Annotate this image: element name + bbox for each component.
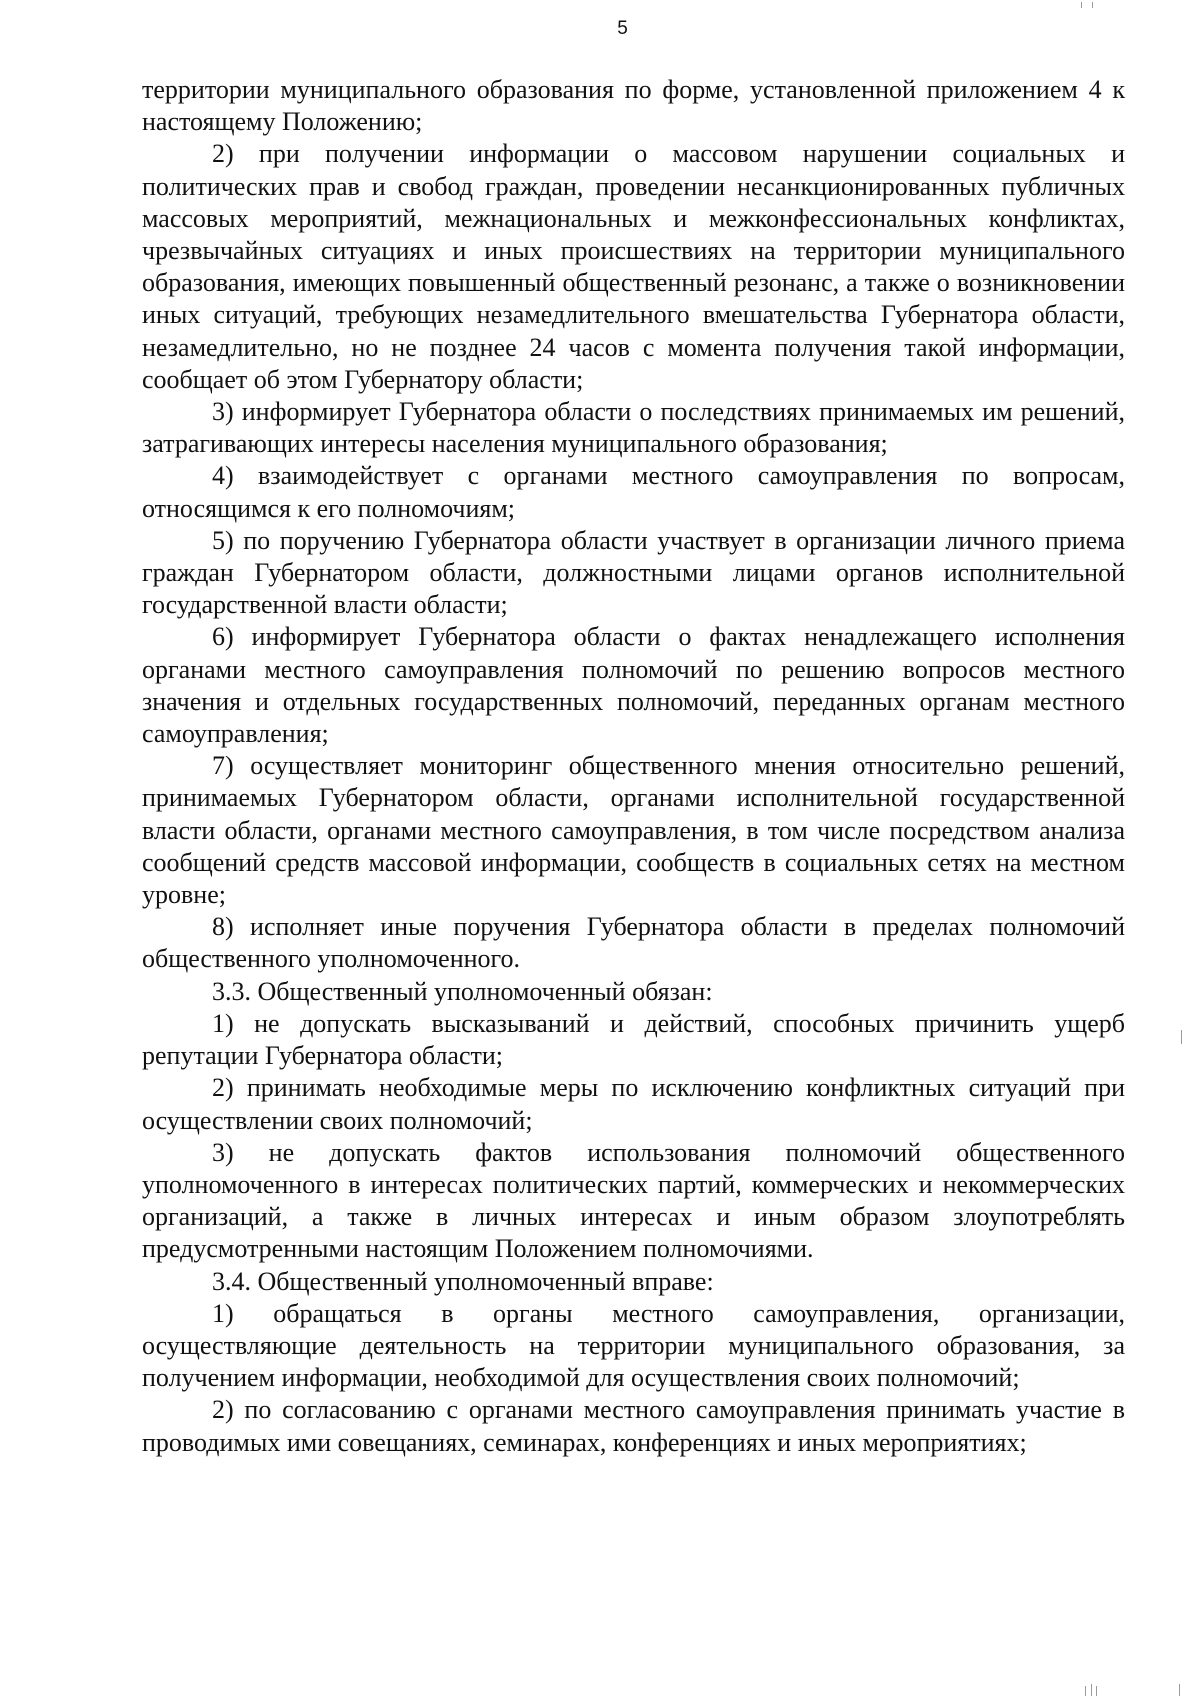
right-item-2: 2) по согласованию с органами местного самоуправления принимать участие в проводимых ими совещаниях, семинарах, конференциях и иных мероприятиях; xyxy=(142,1395,1125,1457)
section-heading-3-4: 3.4. Общественный уполномоченный вправе: xyxy=(212,1266,714,1296)
document-body xyxy=(142,74,1125,1459)
section-heading-3-3: 3.3. Общественный уполномоченный обязан: xyxy=(212,976,713,1006)
duty-item-3: 3) не допускать фактов использования полномочий общественного уполномоченного в интересах политических партий, коммерческих и некоммерческих организаций, а также в личных интересах и иным образом злоупотреблять предусмотренными настоящим Положением полномочиями. xyxy=(142,1137,1125,1264)
list-item-2: 2) при получении информации о массовом нарушении социальных и политических прав и свобод граждан, проведении несанкционированных публичных массовых мероприятий, межнациональных и межконфессиональных конфликтах, чрезвычайных ситуациях и иных происшествиях на территории муниципального образования, имеющих повышенный общественный резонанс, а также о возникновении иных ситуаций, требующих незамедлительного вмешательства Губернатора области, незамедлительно, но не позднее 24 часов с момента получения такой информации, сообщает об этом Губернатору области; xyxy=(142,139,1125,394)
list-item-7: 7) осуществляет мониторинг общественного мнения относительно решений, принимаемых Губернатором области, органами исполнительной государственной власти области, органами местного самоуправления, в том числе посредством анализа сообщений средств массовой информации, сообществ в социальных сетях на местном уровне; xyxy=(142,751,1125,910)
list-item-4: 4) взаимодействует с органами местного самоуправления по вопросам, относящимся к его полномочиям; xyxy=(142,461,1125,523)
list-item-6: 6) информирует Губернатора области о фактах ненадлежащего исполнения органами местного самоуправления полномочий по решению вопросов местного значения и отдельных государственных полномочий, переданных органам местного самоуправления; xyxy=(142,622,1125,749)
right-item-1: 1) обращаться в органы местного самоуправления, организации, осуществляющие деятельность на территории муниципального образования, за получением информации, необходимой для осуществления своих полномочий; xyxy=(142,1298,1125,1393)
scan-mark-bottom-3 xyxy=(1096,1686,1097,1696)
paragraph-continuation: территории муниципального образования по форме, установленной приложением 4 к настоящему Положению; xyxy=(142,75,1125,137)
scan-mark-bottom-2 xyxy=(1091,1684,1092,1696)
list-item-3: 3) информирует Губернатора области о последствиях принимаемых им решений, затрагивающих интересы населения муниципального образования; xyxy=(142,397,1125,459)
page-number: 5 xyxy=(617,18,628,39)
duty-item-2: 2) принимать необходимые меры по исключению конфликтных ситуаций при осуществлении своих полномочий; xyxy=(142,1073,1125,1135)
scan-mark-top-right-2 xyxy=(1092,2,1093,8)
list-item-8: 8) исполняет иные поручения Губернатора области в пределах полномочий общественного уполномоченного. xyxy=(142,912,1125,974)
list-item-5: 5) по поручению Губернатора области участвует в организации личного приема граждан Губернатором области, должностными лицами органов исполнительной государственной власти области; xyxy=(142,525,1125,620)
scan-mark-right-edge xyxy=(1181,1030,1182,1044)
scan-mark-bottom-1 xyxy=(1085,1686,1086,1696)
scan-mark-bottom-4 xyxy=(1179,1684,1180,1696)
duty-item-1: 1) не допускать высказываний и действий, способных причинить ущерб репутации Губернатора области; xyxy=(142,1008,1125,1071)
scan-mark-top-right xyxy=(1081,2,1082,8)
